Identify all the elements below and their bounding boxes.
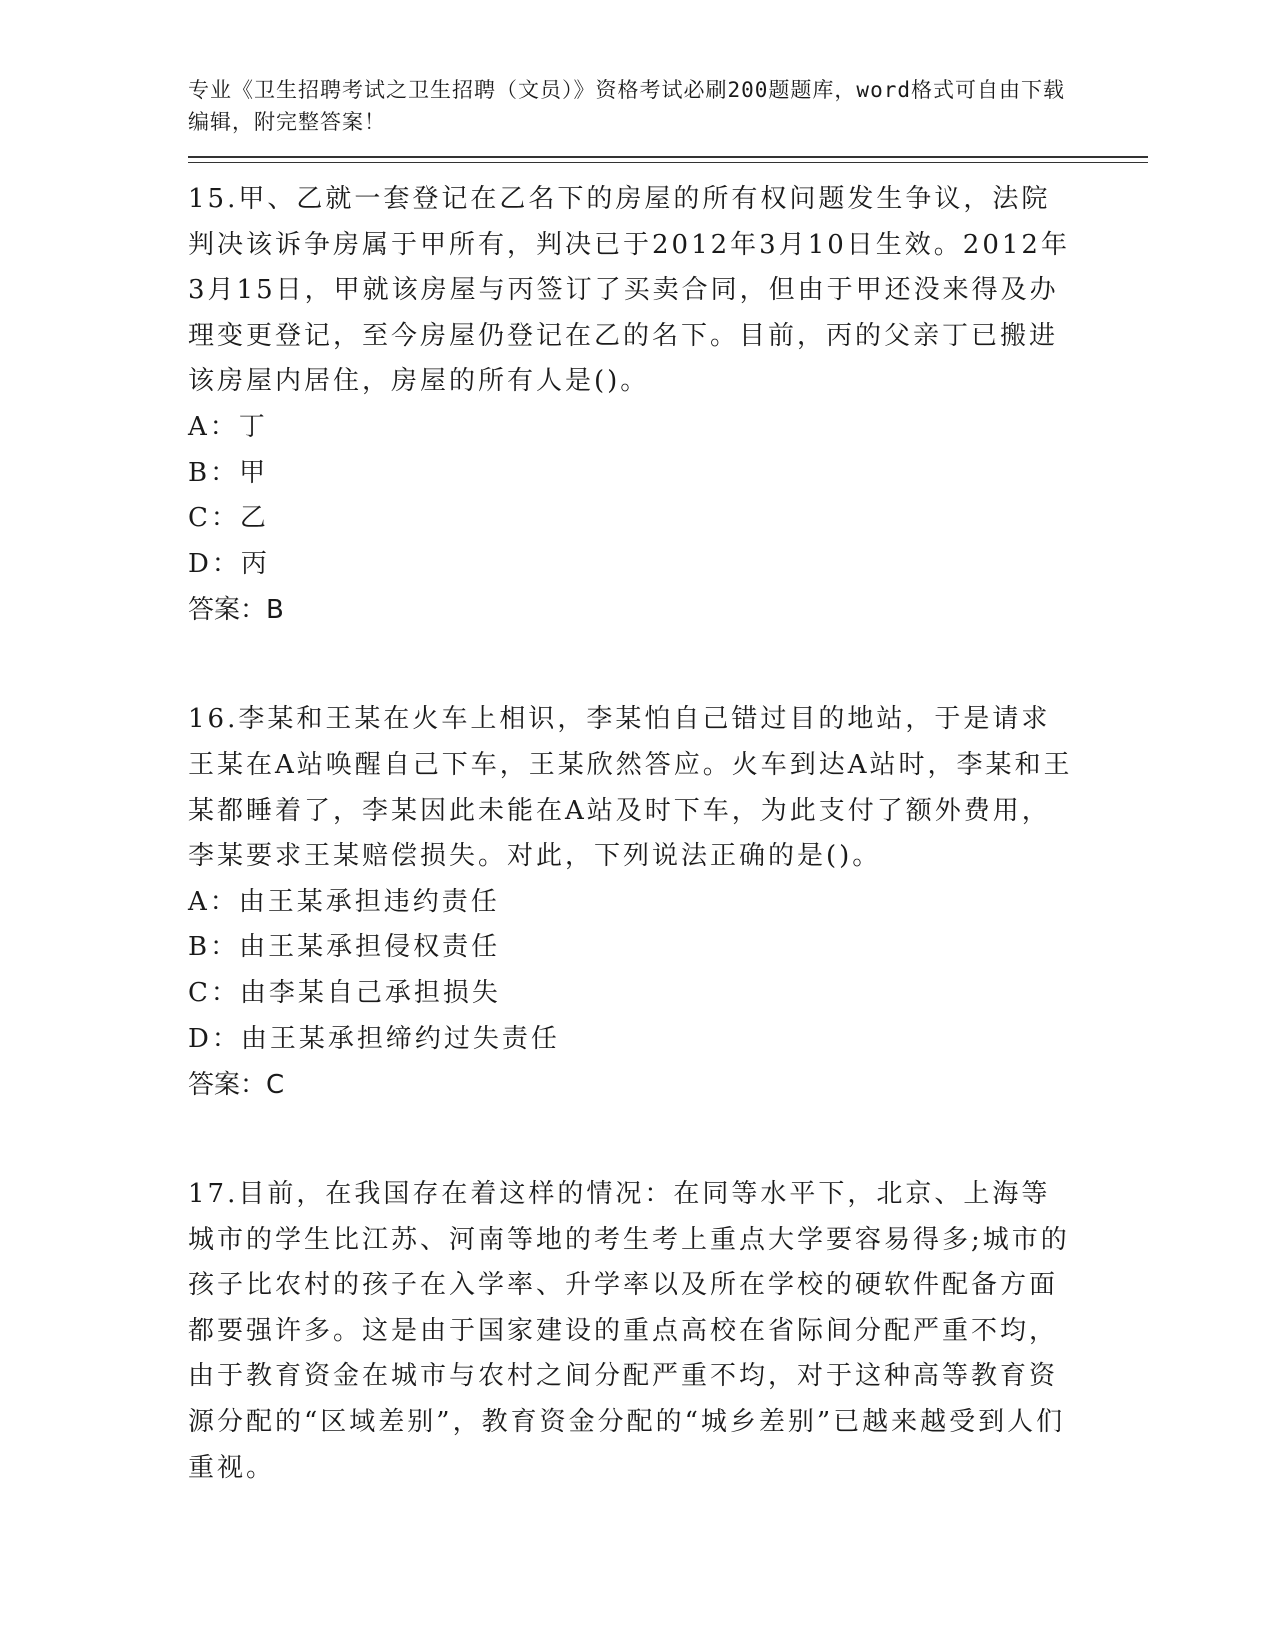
question-stem: 16.李某和王某在火车上相识，李某怕自己错过目的地站，于是请求王某在A站唤醒自己下车，王某欣然答应。火车到达A站时，李某和王某都睡着了，李某因此未能在A站及时下车，为此支付了额外费用，李某要求王某赔偿损失。对此，下列说法正确的是()。: [188, 704, 1073, 872]
option-c: C：由李某自己承担损失: [188, 977, 501, 1008]
question-stem: 17.目前，在我国存在着这样的情况：在同等水平下，北京、上海等城市的学生比江苏、河南等地的考生考上重点大学要容易得多;城市的孩子比农村的孩子在入学率、升学率以及所在学校的硬软件配备方面都要强许多。这是由于国家建设的重点高校在省际间分配严重不均，由于教育资金在城市与农村之间分配严重不均，对于这种高等教育资源分配的“区域差别”，教育资金分配的“城乡差别”已越来越受到人们重视。: [188, 1179, 1070, 1483]
option-b: B：由王某承担侵权责任: [188, 932, 501, 963]
answer: 答案：B: [188, 595, 284, 626]
option-b: B：甲: [188, 457, 269, 488]
document-page: [188, 74, 1148, 1491]
option-d: D：由王某承担缔约过失责任: [188, 1023, 560, 1054]
answer: 答案：C: [188, 1070, 285, 1101]
option-c: C：乙: [188, 503, 269, 534]
question-15: [188, 177, 1148, 633]
document-header: 专业《卫生招聘考试之卫生招聘（文员）》资格考试必刷200题题库，word格式可自由下载编辑，附完整答案！: [188, 78, 1065, 134]
option-a: A：丁: [188, 411, 268, 442]
option-a: A：由王某承担违约责任: [188, 886, 500, 917]
question-stem: 15.甲、乙就一套登记在乙名下的房屋的所有权问题发生争议，法院判决该诉争房属于甲所有，判决已于2012年3月10日生效。2012年3月15日，甲就该房屋与丙签订了买卖合同，但由于甲还没来得及办理变更登记，至今房屋仍登记在乙的名下。目前，丙的父亲丁已搬进该房屋内居住，房屋的所有人是()。: [188, 184, 1070, 397]
question-17: [188, 1172, 1148, 1491]
header-divider: [188, 156, 1148, 163]
option-d: D：丙: [188, 548, 270, 579]
question-16: [188, 697, 1148, 1108]
